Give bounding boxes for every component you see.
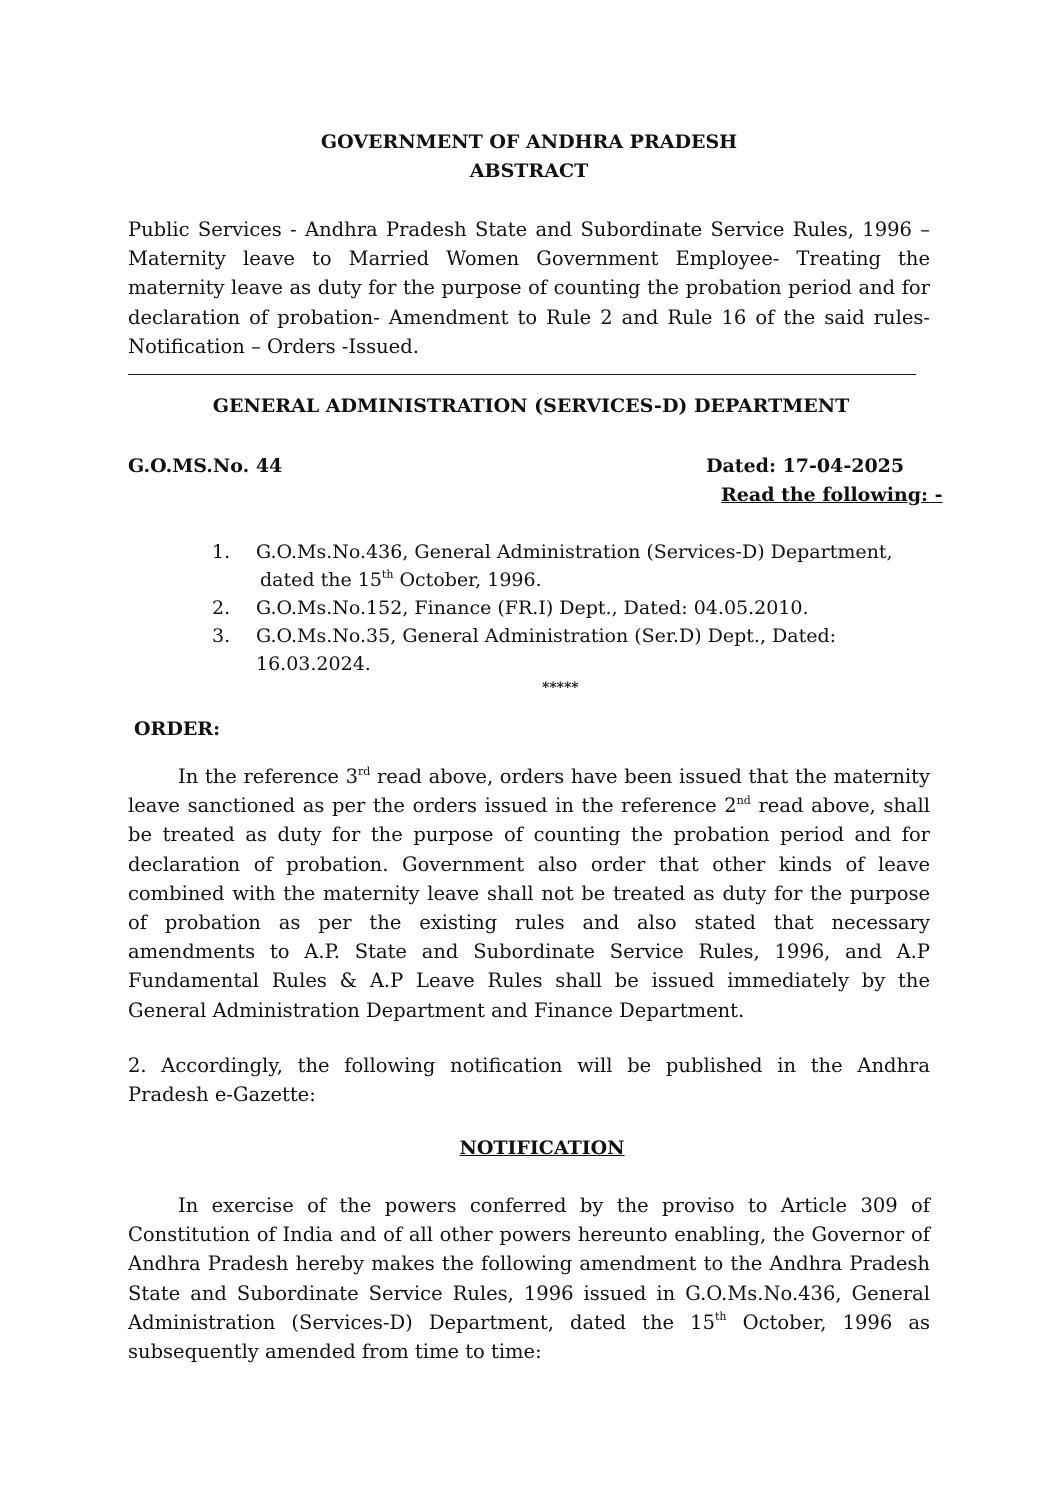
- header-abstract: ABSTRACT: [469, 160, 589, 182]
- go-date: Dated: 17-04-2025: [706, 455, 905, 477]
- reference-item: [212, 594, 956, 622]
- subject-paragraph: Public Services - Andhra Pradesh State and Subordinate Service Rules, 1996 – Maternity leave to Married Women Government Employee- Treating the maternity leave as duty for the purpose of counting the probation period and for declaration of probation- Amendment to Rule 2 and Rule 16 of the said rules- Notification – Orders -Issued.: [128, 218, 930, 358]
- reference-text: G.O.Ms.No.152, Finance (FR.I) Dept., Dated: 04.05.2010.: [256, 597, 809, 619]
- reference-text-continued: dated the 15th October, 1996.: [260, 567, 542, 591]
- notification-paragraph: In exercise of the powers conferred by the proviso to Article 309 of Constitution of India and of all other powers hereunto enabling, the Governor of Andhra Pradesh hereby makes the following amendment to the Andhra Pradesh State and Subordinate Service Rules, 1996 issued in G.O.Ms.No.436, General Administration (Services-D) Department, dated the 15th October, 1996 as subsequently amended from time to time:: [128, 1194, 930, 1364]
- read-following-label: Read the following: -: [721, 484, 943, 506]
- reference-item: [212, 622, 956, 678]
- reference-number: 2.: [212, 597, 231, 619]
- reference-text: G.O.Ms.No.436, General Administration (Services-D) Department,: [256, 541, 893, 563]
- reference-item: [212, 538, 956, 594]
- order-heading: ORDER:: [134, 718, 221, 740]
- header-government: GOVERNMENT OF ANDHRA PRADESH: [320, 131, 738, 153]
- reference-text: G.O.Ms.No.35, General Administration (Ser.D) Dept., Dated: 16.03.2024.: [256, 625, 837, 675]
- reference-number: 3.: [212, 625, 231, 647]
- separator-stars: *****: [542, 680, 579, 696]
- notification-heading: NOTIFICATION: [459, 1137, 625, 1159]
- go-number: G.O.MS.No. 44: [128, 455, 283, 477]
- divider-line: [128, 374, 916, 375]
- department-heading: GENERAL ADMINISTRATION (SERVICES-D) DEPARTMENT: [212, 395, 850, 417]
- references-list: [212, 538, 956, 678]
- reference-number: 1.: [212, 541, 231, 563]
- paragraph-2: 2. Accordingly, the following notification will be published in the Andhra Pradesh e-Gazette:: [128, 1054, 930, 1107]
- order-paragraph: In the reference 3rd read above, orders have been issued that the maternity leave sanctioned as per the orders issued in the reference 2nd read above, shall be treated as duty for the purpose of counting the probation period and for declaration of probation. Government also order that other kinds of leave combined with the maternity leave shall not be treated as duty for the purpose of probation as per the existing rules and also stated that necessary amendments to A.P. State and Subordinate Service Rules, 1996, and A.P Fundamental Rules & A.P Leave Rules shall be issued immediately by the General Administration Department and Finance Department.: [128, 764, 930, 1022]
